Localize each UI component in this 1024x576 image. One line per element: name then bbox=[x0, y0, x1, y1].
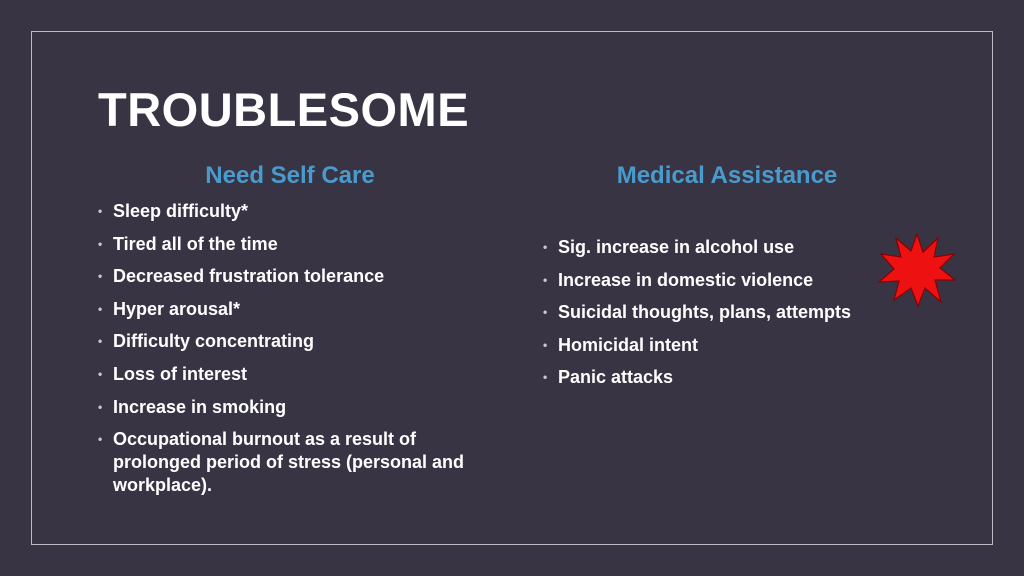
bullet-icon: • bbox=[98, 334, 103, 349]
bullet-icon: • bbox=[98, 432, 103, 447]
list-item bbox=[543, 334, 903, 357]
list-item bbox=[98, 298, 478, 321]
list-item bbox=[543, 269, 903, 292]
list-item-text: Decreased frustration tolerance bbox=[113, 266, 385, 287]
starburst-shape bbox=[879, 234, 955, 306]
list-item bbox=[543, 301, 903, 324]
bullet-icon: • bbox=[98, 204, 103, 218]
list-item-text: Increase in smoking bbox=[113, 396, 287, 417]
list-item bbox=[98, 363, 478, 386]
medical-assistance-list bbox=[543, 236, 903, 399]
medical-assistance-heading: Medical Assistance bbox=[616, 162, 838, 189]
list-item-text: Increase in domestic violence bbox=[558, 269, 814, 290]
bullet-icon: • bbox=[98, 236, 103, 251]
bullet-icon: • bbox=[98, 301, 103, 316]
list-item bbox=[98, 265, 478, 288]
list-item-text: Occupational burnout as a result of prolonged period of stress (personal and workplace). bbox=[113, 429, 465, 496]
list-item-text: Panic attacks bbox=[558, 367, 674, 388]
bullet-icon: • bbox=[543, 305, 548, 320]
list-item bbox=[98, 396, 478, 419]
list-item-text: Difficulty concentrating bbox=[113, 331, 315, 352]
bullet-icon: • bbox=[98, 399, 103, 414]
bullet-icon: • bbox=[543, 240, 548, 254]
bullet-icon: • bbox=[543, 370, 548, 385]
list-item bbox=[543, 236, 903, 259]
list-item bbox=[543, 366, 903, 389]
list-item bbox=[98, 200, 478, 223]
list-item-text: Tired all of the time bbox=[113, 233, 278, 254]
list-item-text: Hyper arousal* bbox=[113, 298, 241, 319]
list-item bbox=[98, 428, 478, 497]
bullet-icon: • bbox=[98, 269, 103, 284]
bullet-icon: • bbox=[98, 366, 103, 381]
self-care-list bbox=[98, 200, 478, 507]
list-item bbox=[98, 330, 478, 353]
list-item-text: Sig. increase in alcohol use bbox=[558, 237, 795, 257]
bullet-icon: • bbox=[543, 337, 548, 352]
slide-title: TROUBLESOME bbox=[98, 83, 470, 136]
list-item-text: Loss of interest bbox=[113, 363, 248, 384]
bullet-icon: • bbox=[543, 272, 548, 287]
self-care-heading: Need Self Care bbox=[205, 162, 375, 189]
list-item bbox=[98, 233, 478, 256]
red-starburst-icon bbox=[878, 232, 956, 308]
list-item-text: Sleep difficulty* bbox=[113, 201, 249, 221]
list-item-text: Homicidal intent bbox=[558, 334, 699, 355]
list-item-text: Suicidal thoughts, plans, attempts bbox=[558, 302, 852, 323]
